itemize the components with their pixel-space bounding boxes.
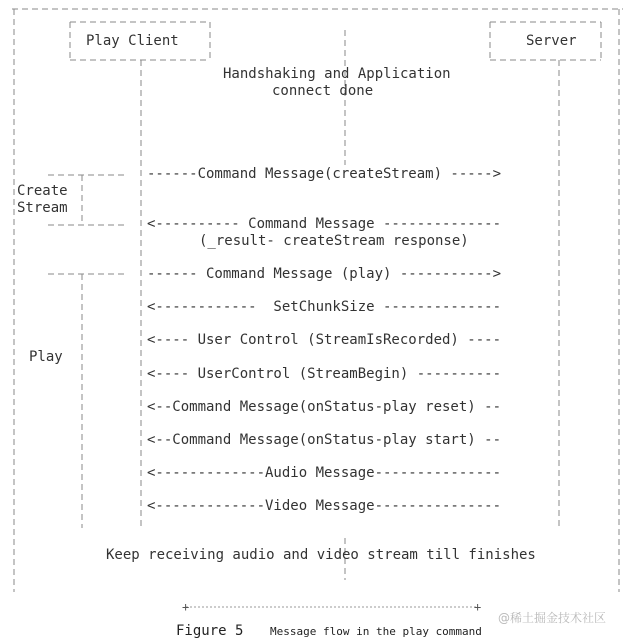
- message-audio: <-------------Audio Message---------------: [147, 465, 502, 481]
- watermark: @稀土掘金技术社区: [498, 611, 607, 625]
- message-set-chunk-size: <------------ SetChunkSize --------------: [147, 299, 502, 315]
- message-play: ------ Command Message (play) ----------->: [147, 266, 502, 282]
- figure-number: Figure 5: [176, 623, 244, 639]
- phase-create-line2: Stream: [17, 200, 68, 216]
- message-video: <-------------Video Message---------------: [147, 498, 502, 514]
- handshake-note-line2: connect done: [272, 83, 374, 99]
- figure-caption: Message flow in the play command: [270, 625, 482, 638]
- caption-rule-right-plus: +: [474, 600, 482, 614]
- message-create-stream-result-sub: (_result- createStream response): [199, 233, 469, 249]
- message-stream-is-recorded: <---- User Control (StreamIsRecorded) ----: [147, 332, 502, 348]
- message-onstatus-play-reset: <--Command Message(onStatus-play reset) --: [147, 399, 502, 415]
- server-label: Server: [526, 33, 577, 49]
- message-stream-begin: <---- UserControl (StreamBegin) ----------: [147, 366, 502, 382]
- message-create-stream: ------Command Message(createStream) ----->: [147, 166, 502, 182]
- message-onstatus-play-start: <--Command Message(onStatus-play start) --: [147, 432, 502, 448]
- handshake-note-line1: Handshaking and Application: [223, 66, 451, 82]
- client-label: Play Client: [86, 33, 179, 49]
- phase-create-line1: Create: [17, 183, 68, 199]
- message-create-stream-result: <---------- Command Message --------------: [147, 216, 502, 232]
- caption-rule-left-plus: +: [182, 600, 190, 614]
- phase-play: Play: [29, 349, 63, 365]
- footer-note: Keep receiving audio and video stream till finishes: [106, 547, 536, 563]
